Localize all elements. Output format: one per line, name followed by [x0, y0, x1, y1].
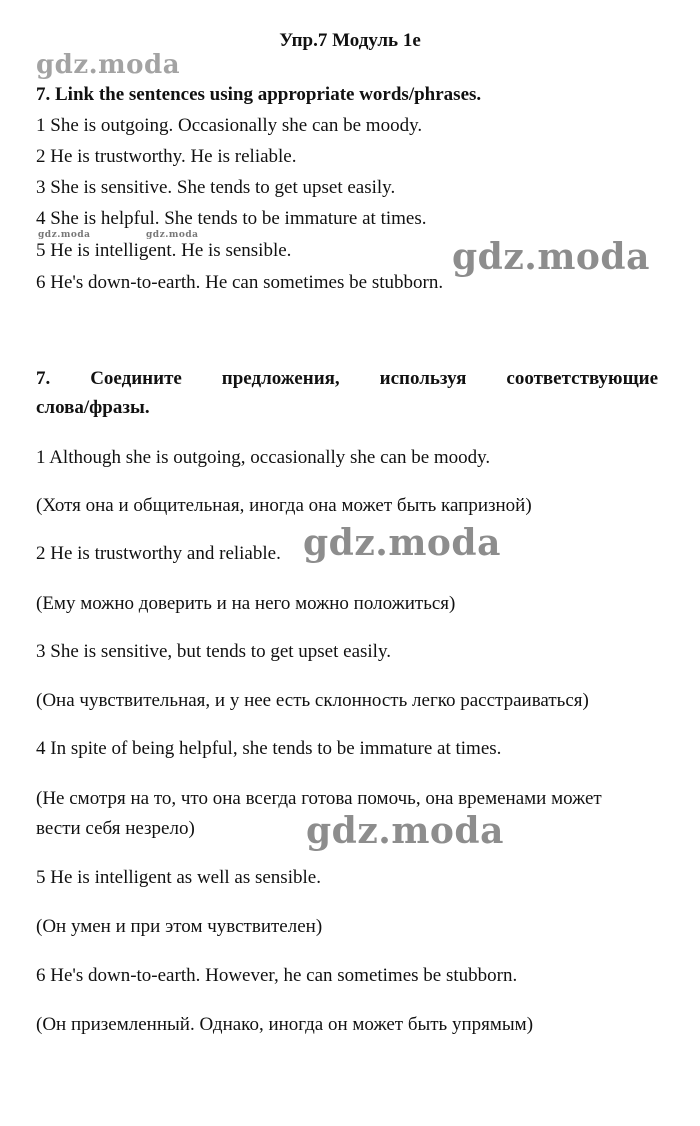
- task-heading: 7. Link the sentences using appropriate words/phrases.: [36, 84, 482, 105]
- answer-4-en: 4 In spite of being helpful, she tends to be immature at times.: [36, 738, 502, 759]
- page-title: Упр.7 Модуль 1е: [279, 30, 421, 51]
- task-sentence-4: 4 She is helpful. She tends to be immature at times.: [36, 208, 427, 229]
- answer-4-ru-line-1: (Не смотря на то, что она всегда готова помочь, она временами может: [36, 788, 602, 809]
- answer-heading: [36, 364, 658, 422]
- watermark-small-1: gdz.moda: [38, 230, 91, 240]
- answer-heading-line-2: слова/фразы.: [36, 397, 150, 418]
- answer-2-en: 2 He is trustworthy and reliable.: [36, 543, 281, 564]
- task-sentence-1: 1 She is outgoing. Occasionally she can be moody.: [36, 115, 423, 136]
- answer-1-ru: (Хотя она и общительная, иногда она может быть капризной): [36, 495, 532, 516]
- watermark-middle-2: gdz.moda: [306, 810, 504, 852]
- answer-3-ru: (Она чувствительная, и у нее есть склонность легко расстраиваться): [36, 690, 589, 711]
- task-sentence-2: 2 He is trustworthy. He is reliable.: [36, 146, 297, 167]
- task-sentence-6: 6 He's down-to-earth. He can sometimes be stubborn.: [36, 272, 444, 293]
- watermark-top-left: gdz.moda: [36, 50, 181, 80]
- watermark-small-2: gdz.moda: [146, 230, 199, 240]
- answer-6-en: 6 He's down-to-earth. However, he can sometimes be stubborn.: [36, 965, 518, 986]
- task-sentence-5: 5 He is intelligent. He is sensible.: [36, 240, 292, 261]
- answer-5-ru: (Он умен и при этом чувствителен): [36, 916, 323, 937]
- watermark-middle-1: gdz.moda: [303, 522, 501, 564]
- answer-5-en: 5 He is intelligent as well as sensible.: [36, 867, 321, 888]
- answer-1-en: 1 Although she is outgoing, occasionally she can be moody.: [36, 447, 491, 468]
- answer-3-en: 3 She is sensitive, but tends to get upset easily.: [36, 641, 391, 662]
- answer-6-ru: (Он приземленный. Однако, иногда он может быть упрямым): [36, 1014, 534, 1035]
- answer-4-ru-line-2: вести себя незрело): [36, 818, 195, 839]
- answer-heading-line-1: 7. Соедините предложения, используя соответствующие: [36, 368, 658, 389]
- task-sentence-3: 3 She is sensitive. She tends to get upset easily.: [36, 177, 396, 198]
- answer-2-ru: (Ему можно доверить и на него можно положиться): [36, 593, 456, 614]
- watermark-right: gdz.moda: [452, 236, 650, 278]
